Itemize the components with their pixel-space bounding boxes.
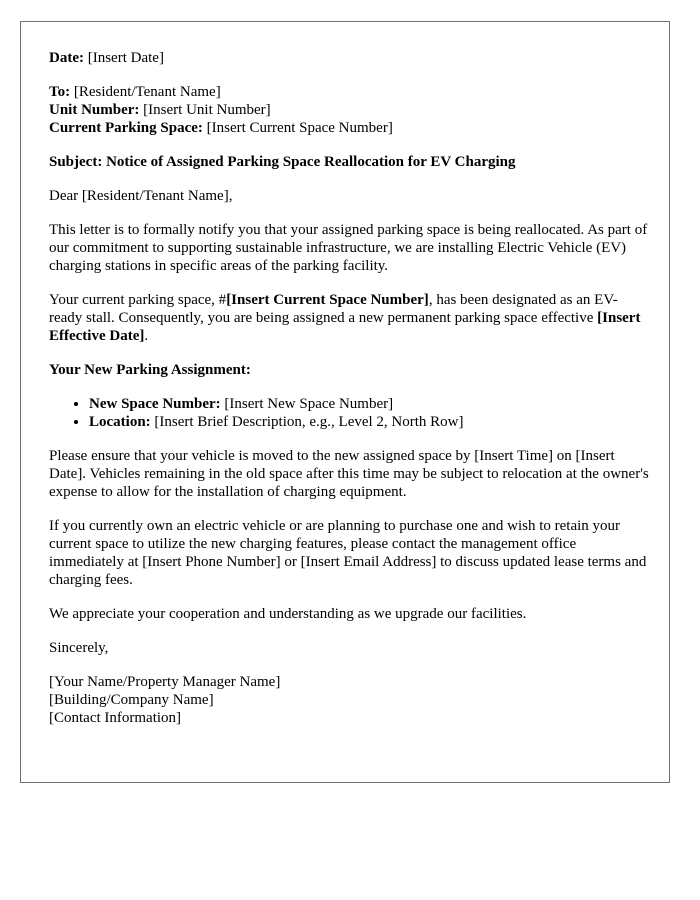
paragraph-notice: This letter is to formally notify you that your assigned parking space is being reallocated. As part of our commitment to supporting sustainable infrastructure, we are installing Electric Vehicle (EV) charging stations in specific areas of the parking facility. [49,222,648,274]
paragraph-ev-owner: If you currently own an electric vehicle or are planning to purchase one and wish to retain your current space to utilize the new charging features, please contact the management office immediately at [Insert Phone Number] or [Insert Email Address] to discuss updated lease terms and charging fees. [49,518,647,588]
location-value: [Insert Brief Description, e.g., Level 2, North Row] [150,414,464,430]
date-value: [Insert Date] [83,50,164,66]
paragraph-move-deadline: Please ensure that your vehicle is moved to the new assigned space by [Insert Time] on [Insert Date]. Vehicles remaining in the old space after this time may be subject to relocation at the owner's expense to allow for the installation of charging equipment. [49,448,649,500]
date-line [49,49,649,67]
recipient-block [49,83,649,137]
unit-label: Unit Number: [49,102,140,118]
paragraph2-mid: , has been designated as an EV-ready stall. Consequently, you are being assigned a new permanent parking space effective [49,292,618,326]
paragraph-current-space [49,291,649,345]
location-label: Location: [89,414,151,430]
paragraph2-space-number: [Insert Current Space Number] [226,292,429,308]
current-space-value: [Insert Current Space Number] [202,120,393,136]
signature-contact: [Contact Information] [49,710,182,726]
to-line [49,83,649,101]
salutation: Dear [Resident/Tenant Name], [49,188,233,204]
paragraph-appreciation: We appreciate your cooperation and understanding as we upgrade our facilities. [49,606,527,622]
new-space-label: New Space Number: [89,396,221,412]
signature-name: [Your Name/Property Manager Name] [49,674,281,690]
unit-value: [Insert Unit Number] [139,102,271,118]
current-space-label: Current Parking Space: [49,120,203,136]
assignment-heading-text: Your New Parking Assignment: [49,362,251,378]
paragraph2-post: . [144,328,149,344]
to-label: To: [49,84,71,100]
assignment-heading [49,361,649,379]
closing: Sincerely, [49,640,109,656]
current-space-line [49,119,649,137]
subject-line [49,153,649,171]
subject-text: Subject: Notice of Assigned Parking Space Reallocation for EV Charging [49,154,516,170]
new-space-value: [Insert New Space Number] [220,396,394,412]
assignment-item-new-space [89,395,649,413]
paragraph2-effective-date: [Insert Effective Date] [49,310,641,344]
unit-line [49,101,649,119]
to-value: [Resident/Tenant Name] [70,84,221,100]
signature-block [49,673,649,727]
letter-document [20,21,670,783]
paragraph2-pre: Your current parking space, # [49,292,227,308]
assignment-item-location [89,413,649,431]
signature-company: [Building/Company Name] [49,692,214,708]
assignment-list [49,395,649,431]
date-label: Date: [49,50,84,66]
